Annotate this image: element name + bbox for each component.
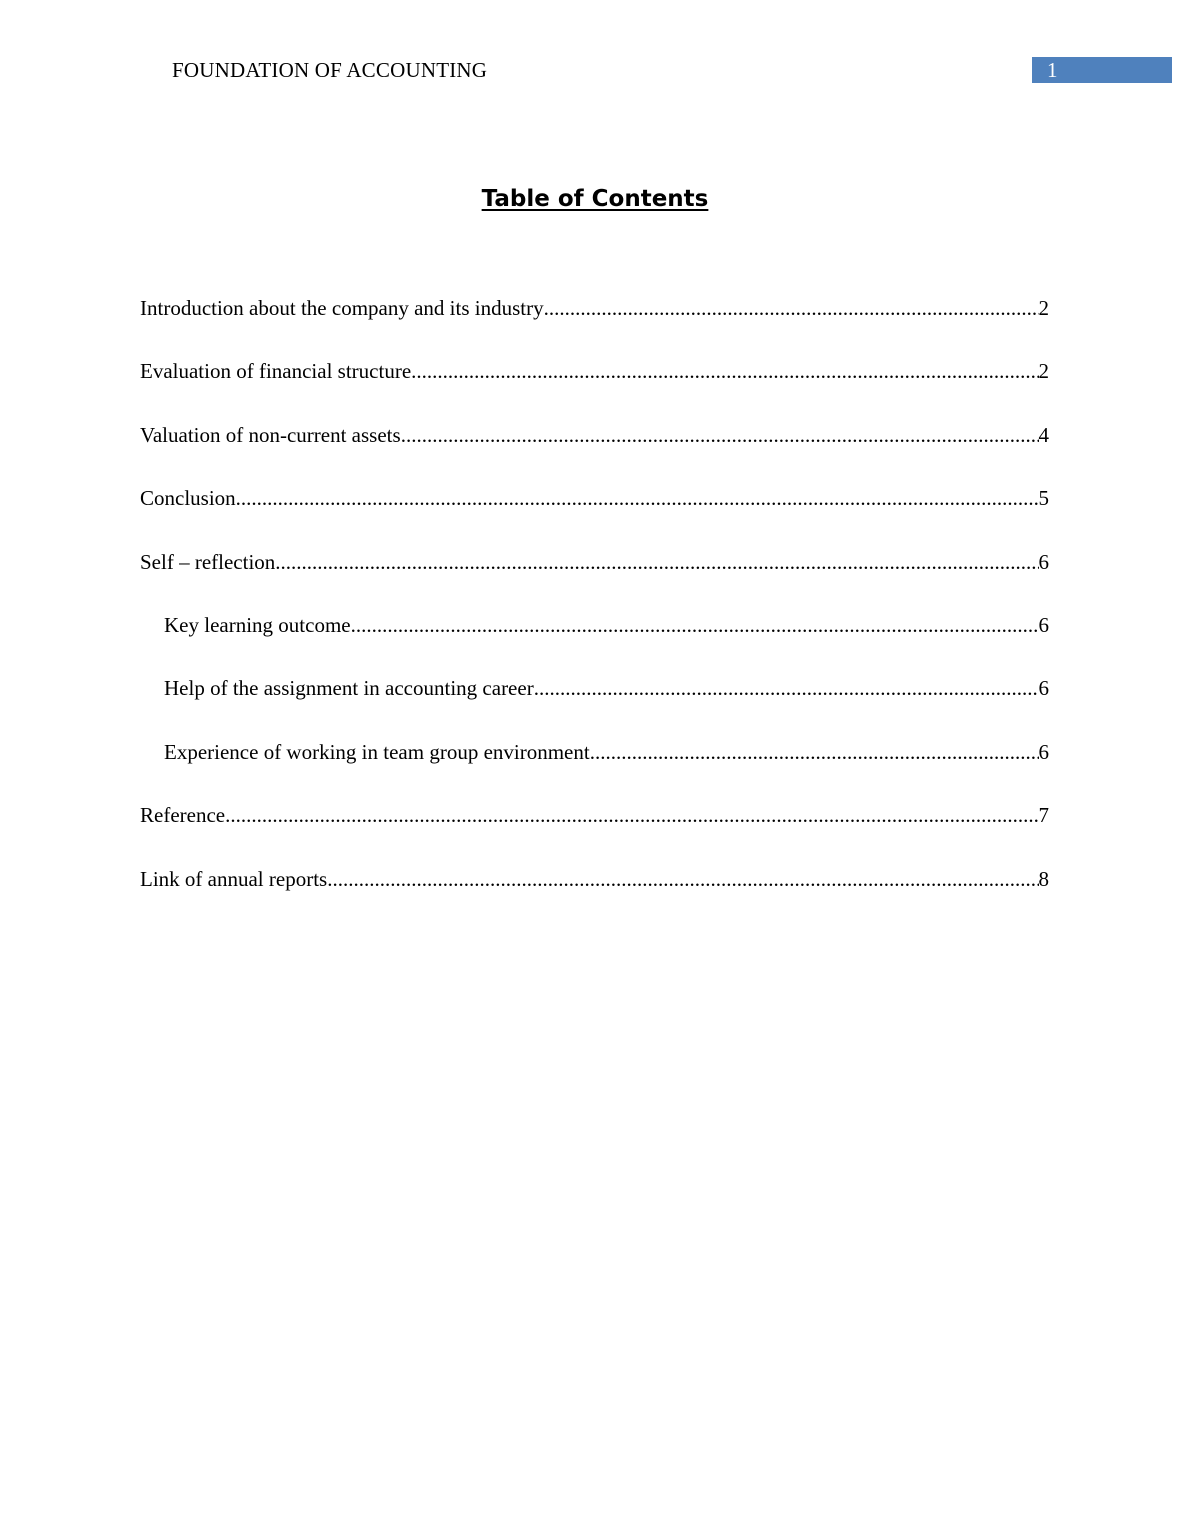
toc-entry-label: Help of the assignment in accounting career — [164, 676, 534, 701]
toc-entry-page: 6 — [1038, 612, 1049, 637]
toc-entry-label: Self – reflection — [140, 549, 276, 574]
dot-leader — [351, 613, 1039, 638]
dot-leader — [225, 803, 1038, 828]
dot-leader — [590, 740, 1039, 765]
toc-entry-page: 4 — [1038, 422, 1049, 447]
toc-title: Table of Contents — [481, 186, 709, 212]
toc-entry-label: Valuation of non-current assets — [140, 422, 401, 447]
dot-leader — [401, 423, 1039, 448]
toc-entry-page: 6 — [1038, 549, 1049, 574]
toc-entry[interactable] — [140, 296, 1049, 359]
dot-leader — [236, 486, 1039, 511]
toc-entry[interactable] — [140, 486, 1049, 549]
toc-entry-page: 6 — [1038, 739, 1049, 764]
toc-entry[interactable] — [140, 550, 1049, 613]
toc-entry-label: Key learning outcome — [164, 612, 351, 637]
toc-entry[interactable] — [140, 803, 1049, 866]
dot-leader — [275, 550, 1038, 575]
toc-entry[interactable] — [140, 740, 1049, 803]
toc-entry[interactable] — [140, 359, 1049, 422]
toc-entry-page: 5 — [1038, 486, 1049, 511]
toc-entry-page: 7 — [1038, 803, 1049, 828]
toc-entry[interactable] — [140, 676, 1049, 739]
toc-entry-page: 2 — [1038, 359, 1049, 384]
toc-entry-page: 6 — [1038, 676, 1049, 701]
toc-entry-label: Conclusion — [140, 486, 236, 511]
toc-list — [140, 296, 1049, 930]
toc-entry-label: Introduction about the company and its industry — [140, 296, 544, 320]
dot-leader — [534, 676, 1039, 701]
toc-entry-label: Reference — [140, 803, 226, 828]
header-title: FOUNDATION OF ACCOUNTING — [172, 58, 488, 82]
toc-entry-label: Experience of working in team group environment — [164, 739, 590, 764]
dot-leader — [544, 296, 1039, 321]
toc-entry-label: Link of annual reports — [140, 866, 328, 891]
page-number: 1 — [1032, 57, 1172, 83]
toc-entry[interactable] — [140, 613, 1049, 676]
toc-entry-page: 8 — [1038, 866, 1049, 891]
toc-entry-page: 2 — [1038, 296, 1049, 320]
dot-leader — [411, 359, 1038, 384]
dot-leader — [327, 867, 1038, 892]
toc-entry-label: Evaluation of financial structure — [140, 359, 412, 384]
toc-entry[interactable] — [140, 423, 1049, 486]
toc-entry[interactable] — [140, 867, 1049, 930]
